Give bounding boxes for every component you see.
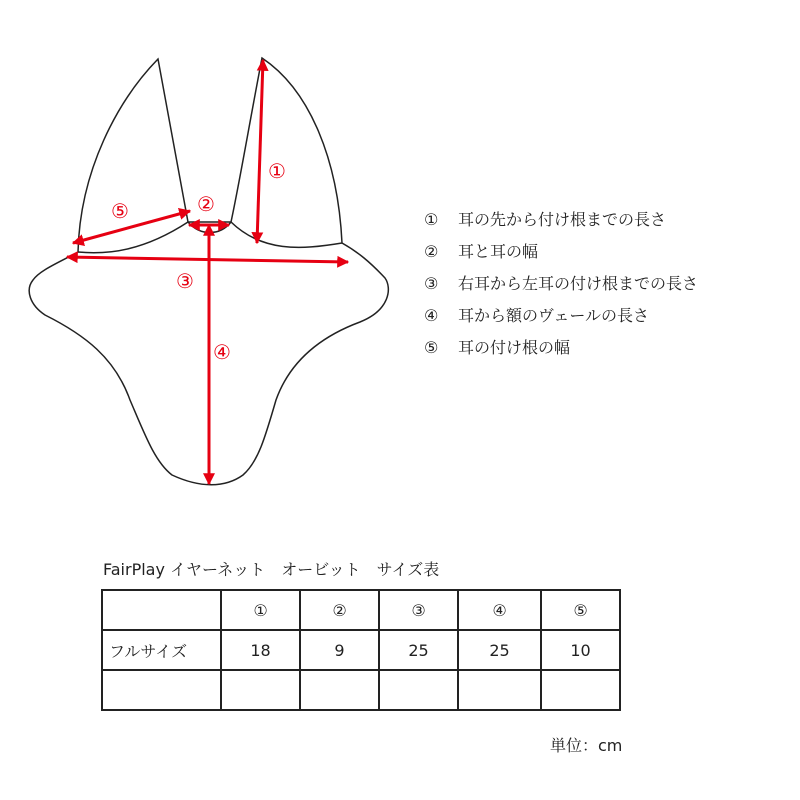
- legend-marker: ②: [424, 242, 439, 261]
- table-cell: [541, 670, 620, 710]
- table-cell: 25: [379, 630, 458, 670]
- legend-item: [424, 303, 698, 335]
- table-cell: 9: [300, 630, 379, 670]
- table-cell: 25: [458, 630, 541, 670]
- table-cell: [300, 670, 379, 710]
- table-row-label: フルサイズ: [102, 630, 221, 670]
- legend-item: [424, 335, 698, 367]
- legend-item: [424, 207, 698, 239]
- unit-label: 単位：cm: [550, 736, 623, 755]
- measure-label-2: ②: [197, 192, 215, 216]
- legend-item: [424, 239, 698, 271]
- table-header-cell: ⑤: [541, 590, 620, 630]
- table-cell: 18: [221, 630, 300, 670]
- legend-marker: ①: [424, 210, 439, 229]
- table-row: [102, 630, 620, 670]
- measure-label-1: ①: [268, 159, 286, 183]
- measure-label-3: ③: [176, 269, 194, 293]
- legend-text: 耳の付け根の幅: [458, 338, 571, 357]
- table-row: [102, 670, 620, 710]
- size-table: [101, 589, 621, 711]
- table-cell: [221, 670, 300, 710]
- measurement-legend: [424, 207, 698, 367]
- legend-text: 耳と耳の幅: [458, 242, 539, 261]
- measure-label-5: ⑤: [111, 199, 129, 223]
- measure-line-5: [73, 211, 190, 243]
- size-table-title: FairPlay イヤーネット オービット サイズ表: [103, 560, 440, 579]
- legend-marker: ⑤: [424, 338, 439, 357]
- legend-marker: ④: [424, 306, 439, 325]
- legend-text: 耳から額のヴェールの長さ: [458, 306, 650, 325]
- table-cell: [458, 670, 541, 710]
- measure-label-4: ④: [213, 340, 231, 364]
- legend-item: [424, 271, 698, 303]
- table-header-cell: ③: [379, 590, 458, 630]
- table-header-cell: ①: [221, 590, 300, 630]
- table-cell: 10: [541, 630, 620, 670]
- legend-text: 右耳から左耳の付け根までの長さ: [458, 274, 699, 293]
- table-cell: [379, 670, 458, 710]
- measure-line-1: [257, 60, 263, 243]
- legend-marker: ③: [424, 274, 439, 293]
- table-header-cell: [102, 590, 221, 630]
- legend-text: 耳の先から付け根までの長さ: [458, 210, 667, 229]
- table-row-label: [102, 670, 221, 710]
- ear-base-seam-right: [231, 222, 342, 247]
- table-header-cell: ②: [300, 590, 379, 630]
- table-header-cell: ④: [458, 590, 541, 630]
- table-header-row: [102, 590, 620, 630]
